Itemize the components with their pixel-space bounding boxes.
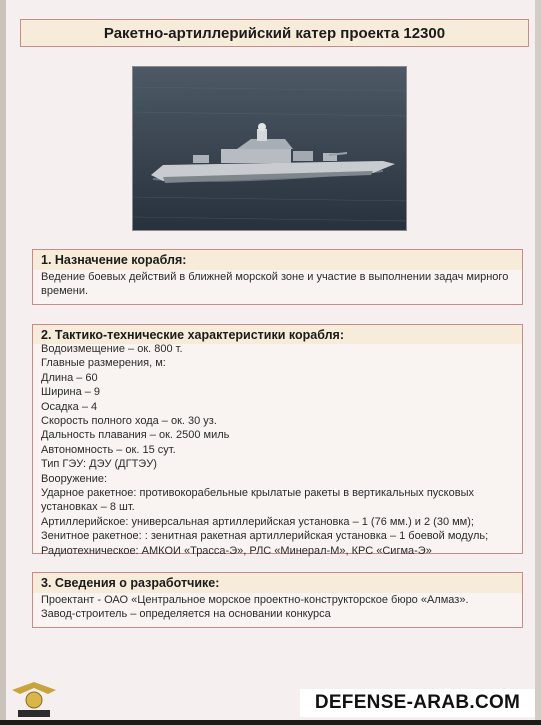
spec-line: Скорость полного хода – ок. 30 уз. [41, 415, 217, 428]
spec-line: Тип ГЭУ: ДЭУ (ДГТЭУ) [41, 458, 157, 471]
purpose-line: времени. [41, 285, 89, 298]
spec-line: Длина – 60 [41, 371, 98, 384]
developer-heading: 3. Сведения о разработчике: [33, 573, 522, 593]
developer-line: Завод-строитель – определяется на основании конкурса [41, 608, 331, 621]
purpose-section [32, 249, 523, 305]
spec-line: Автономность – ок. 15 сут. [41, 443, 176, 456]
developer-section [32, 572, 523, 628]
forum-logo [4, 676, 64, 720]
purpose-body [41, 270, 516, 299]
spec-line: Вооружение: [41, 472, 108, 485]
specs-section [32, 324, 523, 557]
specs-body [41, 342, 516, 558]
poster-title: Ракетно-артиллерийский катер проекта 12300 [20, 19, 529, 47]
watermark: DEFENSE-ARAB.COM [300, 689, 535, 717]
spec-line: Артиллерийское: универсальная артиллерийская установка – 1 (76 мм.) и 2 (30 мм); [41, 515, 474, 528]
spec-line: Радиотехническое: АМКОИ «Трасса-Э», РЛС «Минерал-М», КРС «Сигма-Э» [41, 544, 432, 557]
purpose-line: Ведение боевых действий в ближней морской зоне и участие в выполнении задач мирного [41, 271, 509, 283]
ship-photo [132, 66, 407, 231]
spec-line: Зенитное ракетное: : зенитная ракетная артиллерийская установка – 1 боевой модуль; [41, 530, 489, 543]
specs-heading: 2. Тактико-технические характеристики корабля: [33, 325, 522, 344]
spec-line: установках – 8 шт. [41, 501, 135, 514]
poster-board [6, 0, 535, 720]
spec-line: Главные размерения, м: [41, 357, 166, 370]
ship-illustration [133, 67, 407, 231]
developer-body [41, 593, 516, 622]
frame-right [535, 0, 541, 720]
purpose-heading: 1. Назначение корабля: [33, 250, 522, 270]
spec-line: Дальность плавания – ок. 2500 миль [41, 429, 230, 442]
developer-line: Проектант - ОАО «Центральное морское проектно-конструкторское бюро «Алмаз». [41, 594, 469, 606]
spec-line: Ударное ракетное: противокорабельные крылатые ракеты в вертикальных пусковых [41, 487, 474, 500]
spec-line: Водоизмещение – ок. 800 т. [41, 343, 183, 355]
spec-line: Ширина – 9 [41, 386, 101, 399]
spec-line: Осадка – 4 [41, 400, 98, 413]
